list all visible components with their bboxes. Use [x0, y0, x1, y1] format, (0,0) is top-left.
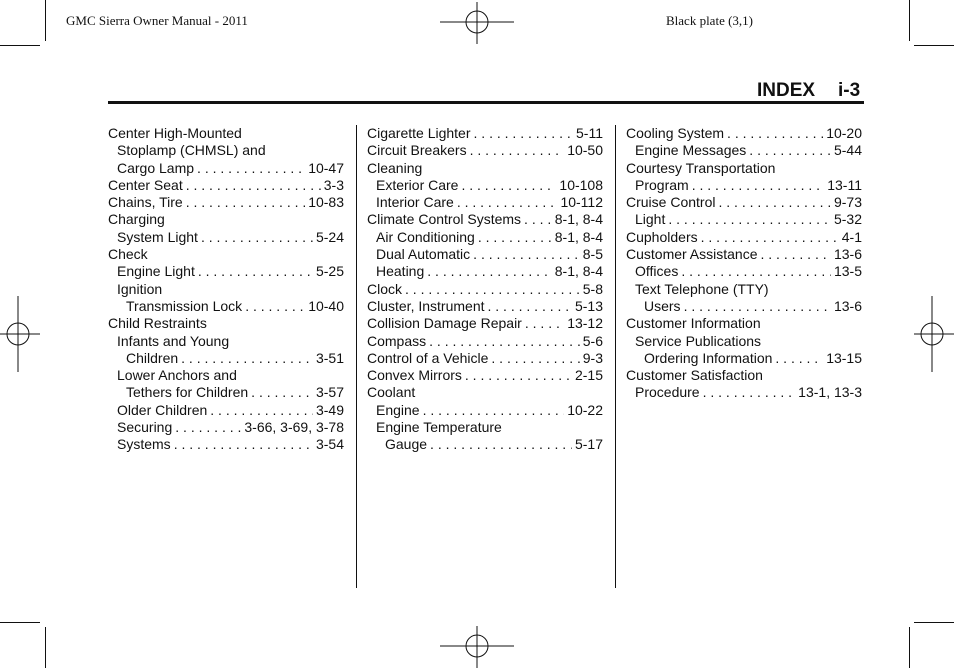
index-entry	[108, 367, 344, 384]
index-entry	[367, 177, 603, 194]
entry-page-ref: 10-108	[559, 176, 603, 193]
index-entry	[626, 333, 862, 350]
index-entry	[367, 298, 603, 315]
entry-page-ref: 13-12	[567, 315, 603, 332]
entry-term: Systems	[117, 436, 171, 453]
index-entry	[108, 125, 344, 142]
dot-leader	[423, 402, 565, 419]
index-entry	[626, 281, 862, 298]
section-title: INDEX	[757, 80, 816, 101]
registration-mark-icon	[0, 296, 40, 372]
dot-leader	[461, 177, 556, 194]
entry-page-ref: 13-11	[827, 176, 862, 193]
entry-page-ref: 5-11	[576, 125, 603, 141]
entry-term: Control of a Vehicle	[367, 349, 489, 366]
index-entry	[367, 315, 603, 332]
index-entry	[108, 177, 344, 194]
dot-leader	[430, 436, 572, 453]
entry-term: Gauge	[385, 436, 428, 453]
entry-page-ref: 5-25	[315, 263, 344, 280]
entry-page-ref: 8-1, 8-4	[554, 263, 603, 280]
index-entry	[108, 333, 344, 350]
dot-leader	[525, 315, 564, 332]
dot-leader	[470, 142, 565, 159]
entry-term: Engine	[376, 401, 420, 418]
entry-page-ref: 13-6	[833, 297, 862, 314]
entry-term: Charging	[108, 211, 165, 228]
entry-term: Child Restraints	[108, 315, 207, 332]
index-column-1	[108, 125, 344, 454]
entry-page-ref: 10-47	[308, 159, 344, 176]
index-entry	[367, 281, 603, 298]
index-entry	[367, 333, 603, 350]
registration-mark-icon	[914, 296, 954, 372]
dot-leader	[473, 246, 580, 263]
entry-term: Children	[126, 349, 179, 366]
entry-page-ref: 10-40	[308, 297, 344, 314]
index-entry	[108, 211, 344, 228]
entry-term: Clock	[367, 280, 403, 297]
index-entry	[626, 246, 862, 263]
entry-term: Tethers for Children	[126, 384, 249, 401]
entry-term: Climate Control Systems	[367, 211, 522, 228]
index-entry	[367, 402, 603, 419]
entry-term: Coolant	[367, 384, 416, 401]
entry-page-ref: 3-54	[315, 436, 344, 453]
dot-leader	[727, 125, 823, 142]
entry-page-ref: 3-3	[323, 176, 344, 193]
index-entry	[626, 211, 862, 228]
index-entry	[108, 384, 344, 401]
dot-leader	[181, 350, 313, 367]
entry-term: Users	[644, 297, 681, 314]
entry-page-ref: 13-15	[826, 349, 862, 366]
entry-term: Collision Damage Repair	[367, 315, 522, 332]
dot-leader	[427, 263, 551, 280]
entry-page-ref: 5-8	[582, 280, 603, 297]
entry-term: Cupholders	[626, 228, 698, 245]
dot-leader	[251, 384, 313, 401]
entry-page-ref: 5-32	[833, 211, 862, 228]
column-divider	[356, 125, 357, 588]
entry-page-ref: 3-51	[315, 349, 344, 366]
index-entry	[108, 281, 344, 298]
plate-label: Black plate (3,1)	[666, 13, 753, 28]
index-entry	[626, 298, 862, 315]
dot-leader	[186, 177, 321, 194]
index-entry	[626, 315, 862, 332]
index-column-2	[367, 125, 603, 454]
crop-mark	[45, 0, 46, 41]
dot-leader	[457, 194, 558, 211]
index-entry	[626, 142, 862, 159]
entry-term: Heating	[376, 263, 425, 280]
entry-term: Cigarette Lighter	[367, 125, 471, 141]
index-entry	[367, 194, 603, 211]
dot-leader	[465, 367, 572, 384]
entry-term: Customer Assistance	[626, 246, 758, 263]
dot-leader	[701, 229, 839, 246]
crop-mark	[909, 627, 910, 668]
index-entry	[108, 229, 344, 246]
index-entry	[367, 367, 603, 384]
dot-leader	[718, 194, 830, 211]
dot-leader	[201, 229, 313, 246]
dot-leader	[524, 211, 552, 228]
dot-leader	[174, 436, 313, 453]
entry-term: Ordering Information	[644, 349, 773, 366]
index-entry	[108, 263, 344, 280]
entry-term: Interior Care	[376, 194, 454, 211]
entry-page-ref: 13-1, 13-3	[798, 384, 862, 401]
index-entry	[108, 402, 344, 419]
index-entry	[108, 246, 344, 263]
entry-term: Compass	[367, 332, 427, 349]
entry-term: Cluster, Instrument	[367, 297, 485, 314]
entry-page-ref: 5-44	[833, 142, 862, 159]
entry-page-ref: 13-6	[833, 246, 862, 263]
index-entry	[626, 350, 862, 367]
crop-mark	[909, 0, 910, 41]
running-header: GMC Sierra Owner Manual - 2011	[66, 13, 248, 28]
entry-page-ref: 8-1, 8-4	[554, 211, 603, 228]
entry-term: Ignition	[117, 280, 163, 297]
dot-leader	[405, 281, 580, 298]
index-entry	[626, 125, 862, 142]
entry-page-ref: 5-13	[574, 297, 603, 314]
crop-mark	[45, 627, 46, 668]
entry-term: System Light	[117, 228, 198, 245]
index-entry	[108, 436, 344, 453]
dot-leader	[198, 263, 313, 280]
entry-term: Engine Light	[117, 263, 195, 280]
entry-term: Procedure	[635, 384, 700, 401]
entry-term: Circuit Breakers	[367, 142, 467, 159]
entry-page-ref: 3-57	[315, 384, 344, 401]
entry-term: Text Telephone (TTY)	[635, 280, 769, 297]
entry-page-ref: 8-1, 8-4	[554, 228, 603, 245]
dot-leader	[491, 350, 579, 367]
entry-term: Courtesy Transportation	[626, 159, 776, 176]
entry-term: Exterior Care	[376, 176, 459, 193]
entry-term: Securing	[117, 419, 173, 436]
index-entry	[367, 263, 603, 280]
entry-page-ref: 9-3	[582, 349, 603, 366]
entry-term: Cleaning	[367, 159, 423, 176]
index-entry	[108, 298, 344, 315]
index-entry	[367, 436, 603, 453]
entry-term: Customer Satisfaction	[626, 367, 763, 384]
entry-term: Chains, Tire	[108, 194, 183, 211]
index-entry	[626, 367, 862, 384]
dot-leader	[668, 211, 831, 228]
index-entry	[367, 350, 603, 367]
entry-term: Infants and Young	[117, 332, 230, 349]
entry-term: Lower Anchors and	[117, 367, 237, 384]
entry-term: Stoplamp (CHMSL) and	[117, 142, 266, 159]
entry-term: Center Seat	[108, 176, 183, 193]
index-entry	[108, 315, 344, 332]
index-entry	[367, 142, 603, 159]
index-entry	[108, 160, 344, 177]
entry-page-ref: 5-17	[574, 436, 603, 453]
dot-leader	[703, 384, 796, 401]
entry-term: Air Conditioning	[376, 228, 475, 245]
page-number: i-3	[838, 80, 861, 101]
index-entry	[367, 160, 603, 177]
index-entry	[367, 419, 603, 436]
entry-page-ref: 13-5	[833, 263, 862, 280]
entry-term: Older Children	[117, 401, 208, 418]
entry-term: Center High-Mounted	[108, 125, 242, 141]
index-entry	[626, 263, 862, 280]
entry-page-ref: 10-83	[308, 194, 344, 211]
index-column-3	[626, 125, 862, 402]
dot-leader	[474, 125, 574, 142]
dot-leader	[478, 229, 552, 246]
index-entry	[626, 384, 862, 401]
entry-page-ref: 10-22	[567, 401, 603, 418]
entry-page-ref: 8-5	[582, 246, 603, 263]
index-entry	[626, 194, 862, 211]
entry-term: Cargo Lamp	[117, 159, 195, 176]
index-entry	[367, 125, 603, 142]
index-entry	[367, 384, 603, 401]
dot-leader	[761, 246, 831, 263]
dot-leader	[175, 419, 241, 436]
dot-leader	[749, 142, 831, 159]
index-entry	[367, 229, 603, 246]
entry-page-ref: 10-112	[560, 194, 603, 211]
registration-mark-icon	[440, 2, 514, 44]
dot-leader	[245, 298, 305, 315]
entry-term: Cruise Control	[626, 194, 716, 211]
index-entry	[626, 177, 862, 194]
entry-term: Engine Messages	[635, 142, 747, 159]
column-divider	[615, 125, 616, 588]
crop-mark	[0, 45, 40, 46]
dot-leader	[488, 298, 572, 315]
entry-page-ref: 4-1	[841, 228, 862, 245]
index-entry	[108, 419, 344, 436]
index-entry	[367, 211, 603, 228]
entry-page-ref: 10-20	[826, 125, 862, 141]
dot-leader	[681, 263, 831, 280]
entry-term: Cooling System	[626, 125, 725, 141]
entry-term: Check	[108, 246, 148, 263]
index-entry	[108, 142, 344, 159]
entry-term: Service Publications	[635, 332, 762, 349]
index-entry	[108, 350, 344, 367]
crop-mark	[914, 622, 954, 623]
entry-term: Engine Temperature	[376, 419, 502, 436]
header-rule	[108, 101, 864, 104]
crop-mark	[0, 622, 40, 623]
index-entry	[108, 194, 344, 211]
dot-leader	[775, 350, 823, 367]
index-entry	[626, 229, 862, 246]
entry-page-ref: 9-73	[833, 194, 862, 211]
dot-leader	[197, 160, 305, 177]
index-entry	[626, 160, 862, 177]
entry-page-ref: 3-49	[315, 401, 344, 418]
entry-page-ref: 3-66, 3-69, 3-78	[244, 419, 344, 436]
entry-term: Transmission Lock	[126, 297, 243, 314]
registration-mark-icon	[440, 626, 514, 668]
entry-page-ref: 2-15	[574, 367, 603, 384]
entry-term: Program	[635, 176, 689, 193]
dot-leader	[429, 333, 580, 350]
entry-term: Customer Information	[626, 315, 761, 332]
dot-leader	[186, 194, 305, 211]
entry-page-ref: 5-24	[315, 228, 344, 245]
dot-leader	[684, 298, 831, 315]
crop-mark	[914, 45, 954, 46]
entry-term: Offices	[635, 263, 679, 280]
dot-leader	[210, 402, 313, 419]
dot-leader	[692, 177, 825, 194]
entry-term: Convex Mirrors	[367, 367, 462, 384]
entry-term: Dual Automatic	[376, 246, 471, 263]
index-entry	[367, 246, 603, 263]
entry-term: Light	[635, 211, 666, 228]
entry-page-ref: 5-6	[582, 332, 603, 349]
entry-page-ref: 10-50	[567, 142, 603, 159]
